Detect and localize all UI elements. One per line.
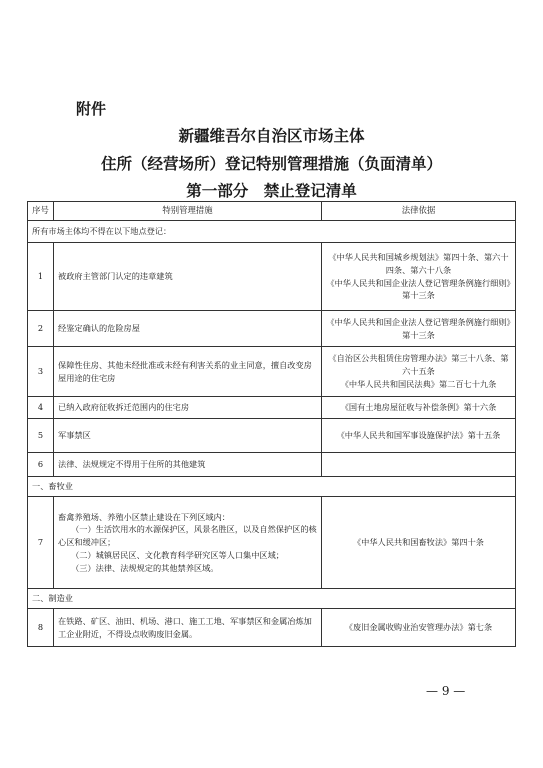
table-row bbox=[28, 397, 516, 419]
section-heading: 二、制造业 bbox=[28, 589, 516, 609]
table-row bbox=[28, 497, 516, 589]
section-row bbox=[28, 477, 516, 497]
row-measure: 被政府主管部门认定的违章建筑 bbox=[54, 243, 322, 311]
row-no: 8 bbox=[28, 609, 54, 647]
row-no: 7 bbox=[28, 497, 54, 589]
row-measure: 保障性住房、其他未经批准或未经有利害关系的业主同意，擅自改变房屋用途的住宅房 bbox=[54, 347, 322, 397]
header-no: 序号 bbox=[28, 202, 54, 221]
row-measure: 军事禁区 bbox=[54, 419, 322, 453]
row-measure: 法律、法规规定不得用于住所的其他建筑 bbox=[54, 453, 322, 477]
row-no: 5 bbox=[28, 419, 54, 453]
document-title-line2: 住所（经营场所）登记特别管理措施（负面清单） bbox=[100, 155, 442, 173]
row-measure bbox=[54, 497, 322, 589]
table-row bbox=[28, 609, 516, 647]
page-number: — 9 — bbox=[426, 684, 466, 698]
section-row bbox=[28, 589, 516, 609]
table-row bbox=[28, 419, 516, 453]
row-law bbox=[322, 243, 516, 311]
row-no: 4 bbox=[28, 397, 54, 419]
law-line: 《中华人民共和国城乡规划法》第四十条、第六十四条、第六十八条 bbox=[328, 252, 509, 275]
table-header-row bbox=[28, 202, 516, 221]
row-measure: 经鉴定确认的危险房屋 bbox=[54, 311, 322, 347]
row-no: 1 bbox=[28, 243, 54, 311]
section-heading: 一、畜牧业 bbox=[28, 477, 516, 497]
intro-cell: 所有市场主体均不得在以下地点登记： bbox=[28, 221, 516, 243]
measure-line: （一）生活饮用水的水源保护区，风景名胜区，以及自然保护区的核心区和缓冲区； bbox=[58, 524, 317, 548]
row-no: 2 bbox=[28, 311, 54, 347]
row-measure: 已纳入政府征收拆迁范围内的住宅房 bbox=[54, 397, 322, 419]
law-line: 《中华人民共和国企业法人登记管理条例施行细则》第十三条 bbox=[326, 277, 511, 301]
row-law bbox=[322, 453, 516, 477]
row-law: 《中华人民共和国畜牧法》第四十条 bbox=[322, 497, 516, 589]
header-measure: 特别管理措施 bbox=[54, 202, 322, 221]
row-law: 《废旧金属收购业治安管理办法》第七条 bbox=[322, 609, 516, 647]
table-row bbox=[28, 453, 516, 477]
document-title-line1: 新疆维吾尔自治区市场主体 bbox=[178, 127, 365, 145]
row-law: 《国有土地房屋征收与补偿条例》第十六条 bbox=[322, 397, 516, 419]
law-line: 《自治区公共租赁住房管理办法》第三十八条、第六十五条 bbox=[328, 353, 509, 377]
measure-line: 畜禽养殖场、养殖小区禁止建设在下列区域内： bbox=[58, 511, 230, 522]
header-law: 法律依据 bbox=[322, 202, 516, 221]
row-no: 3 bbox=[28, 347, 54, 397]
attachment-label: 附件 bbox=[76, 100, 107, 118]
table-row bbox=[28, 311, 516, 347]
row-no: 6 bbox=[28, 453, 54, 477]
table-row bbox=[28, 243, 516, 311]
row-law: 《中华人民共和国军事设施保护法》第十五条 bbox=[322, 419, 516, 453]
law-line: 《中华人民共和国民法典》第二百七十九条 bbox=[340, 378, 497, 389]
row-measure: 在铁路、矿区、油田、机场、港口、施工工地、军事禁区和金属冶炼加工企业附近，不得设点收购废旧金属。 bbox=[54, 609, 322, 647]
part-title: 第一部分 禁止登记清单 bbox=[186, 182, 357, 200]
measure-line: （二）城镇居民区、文化教育科学研究区等人口集中区域； bbox=[71, 549, 284, 560]
table-row bbox=[28, 347, 516, 397]
measure-line: （三）法律、法规规定的其他禁养区域。 bbox=[71, 562, 219, 573]
intro-row bbox=[28, 221, 516, 243]
negative-list-table bbox=[27, 201, 516, 647]
row-law bbox=[322, 347, 516, 397]
row-law: 《中华人民共和国企业法人登记管理条例施行细则》第十三条 bbox=[322, 311, 516, 347]
